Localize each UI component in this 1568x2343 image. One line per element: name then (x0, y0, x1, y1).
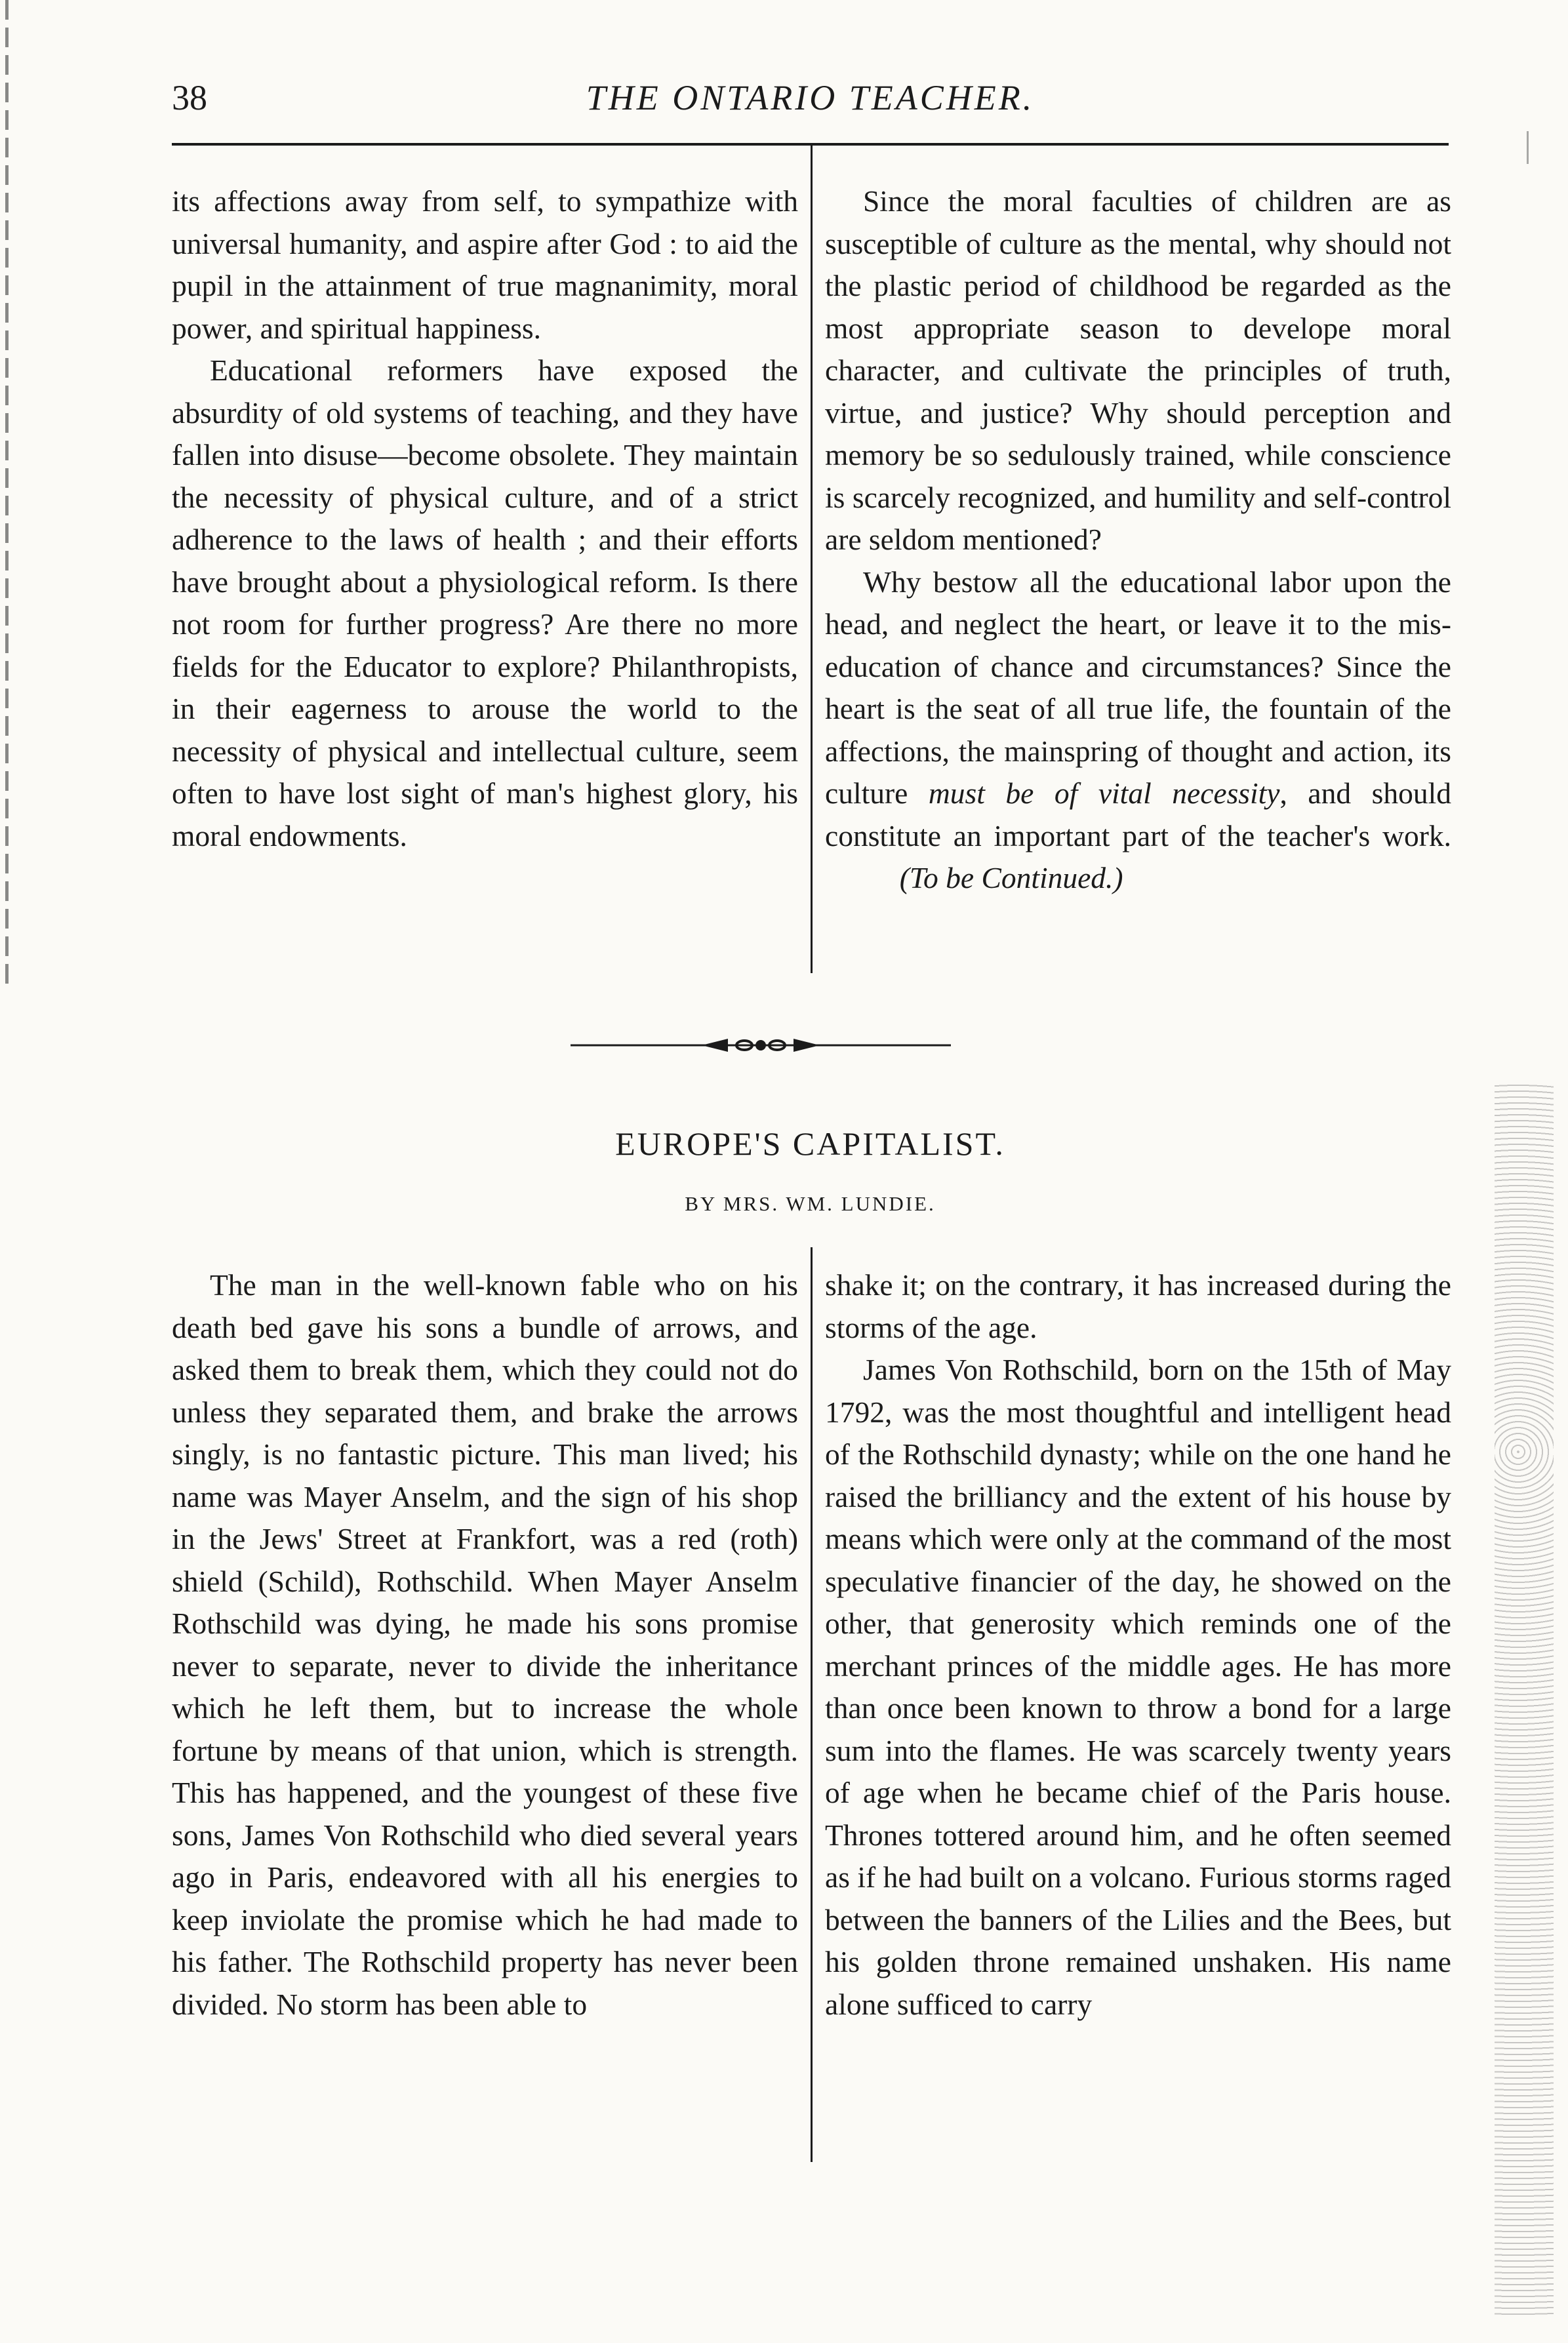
running-head (172, 77, 1449, 130)
emphasis-text: must be of vital necessity (928, 776, 1280, 810)
column-left-top (172, 180, 798, 857)
column-divider (811, 1247, 813, 2162)
paragraph: Educational reformers have exposed the absurdity of old systems of teaching, and they have fallen into disuse—become obsolete. They maintain the necessity of physical culture, and of a strict adherence to the laws of health ; and their efforts have brought about a physiological reform. Is there not room for further progress? Are there no more fields for the Educator to explore? Philanthropists, in their eagerness to arouse the world to the necessity of physical and intellectual culture, seem often to have lost sight of man's highest glory, his moral endowments. (172, 353, 798, 852)
column-left-bottom (172, 1264, 798, 2026)
page-number: 38 (172, 78, 207, 117)
to-be-continued: (To be Continued.) (899, 861, 1123, 894)
article-title: EUROPE'S CAPITALIST. (615, 1125, 1005, 1162)
column-right-bottom (825, 1264, 1451, 2026)
running-title: THE ONTARIO TEACHER. (586, 78, 1035, 117)
paragraph-final (825, 561, 1451, 900)
paragraph: The man in the well-known fable who on his death bed gave his sons a bundle of arrows, and asked them to break them, which they could not do unless they separated them, and brake the arrows singly, is no fantastic picture. This man lived; his name was Mayer Anselm, and the sign of his shop in the Jews' Street at Frankfort, was a red (roth) shield (Schild), Rothschild. When Mayer Anselm Rothschild was dying, he made his sons promise never to separate, never to divide the inheritance which he left them, but to increase the whole fortune by means of that union, which is strength. This has happened, and the youngest of these five sons, James Von Rothschild who died several years ago in Paris, endeavored with all his energies to keep inviolate the promise which he had made to his father. The Rothschild property has never been divided. No storm has been able to (172, 1268, 798, 2021)
text-run: Why bestow all the educational labor upon the head, and neglect the heart, or leave it to the mis-education of chance and circumstances? Since the heart is the seat of all true life, the fountain of the affections, the mainspring of thought and action, its culture (825, 565, 1451, 810)
byline: BY MRS. WM. LUNDIE. (685, 1192, 936, 1215)
paragraph: its affections away from self, to sympathize with universal humanity, and aspire after God : to aid the pupil in the attainment of true magnanimity, moral power, and spiritual happiness. (172, 184, 798, 345)
paragraph: Since the moral faculties of children are as susceptible of culture as the mental, why should not the plastic period of childhood be regarded as the most appropriate season to develope moral character, and cultivate the principles of truth, virtue, and justice? Why should perception and memory be so sedulously trained, while conscience is scarcely recognized, and humility and self-control are seldom mentioned? (825, 184, 1451, 556)
scan-edge-shadow (5, 0, 9, 984)
column-right-top (825, 180, 1451, 900)
paragraph: shake it; on the contrary, it has increased during the storms of the age. (825, 1268, 1451, 1344)
scan-speckle (1495, 1082, 1554, 2315)
section-ornament (564, 1032, 957, 1058)
text-run: , and should constitute an important part of the teacher's work. (825, 776, 1452, 852)
scan-mark (1527, 131, 1529, 164)
column-divider (811, 146, 813, 973)
paragraph: James Von Rothschild, born on the 15th of May 1792, was the most thoughtful and intelligent head of the Rothschild dynasty; while on the one hand he raised the brilliancy and the extent of his house by means which were only at the command of the most speculative financier of the day, he showed on the other, that generosity which reminds one of the merchant princes of the middle ages. He has more than once been known to throw a bond for a large sum into the flames. He was scarcely twenty years of age when he became chief of the Paris house. Thrones tottered around him, and he often seemed as if he had built on a volcano. Furious storms raged between the banners of the Lilies and the Bees, but his golden throne remained unshaken. His name alone sufficed to carry (825, 1353, 1451, 2021)
